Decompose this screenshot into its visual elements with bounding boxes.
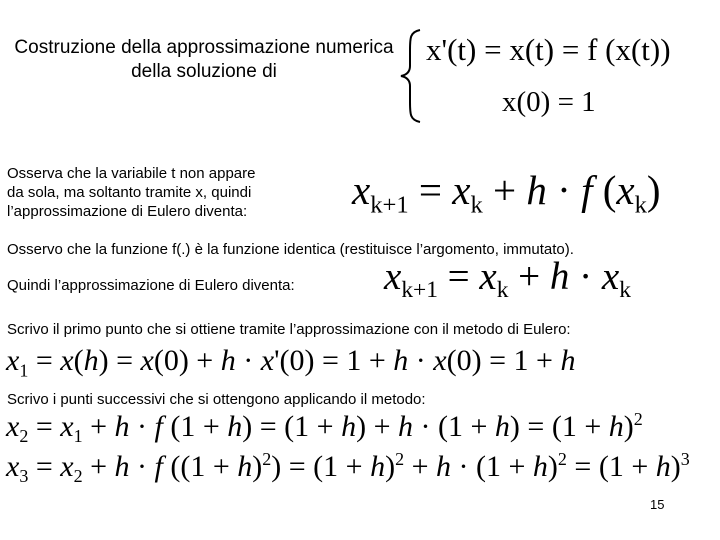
slide-title: Costruzione della approssimazione numerica della soluzione di	[14, 37, 394, 82]
euler-general-equation: $x_{k+1} = x_k + h \cdot f$ $(x_k)$	[352, 167, 661, 219]
paragraph-4: Scrivo il primo punto che si ottiene tramite l’approssimazione con il metodo di Eulero:	[7, 321, 571, 338]
system-equation-1	[426, 34, 671, 65]
system-brace	[398, 28, 424, 124]
second-point-equation: $x_2 = x_1 + h \cdot f$ $(1 + h) = (1 + h) + h \cdot (1 + h) = (1 + h)^2$	[6, 409, 643, 447]
system-line-1: x'(t) = x(t) = f (x(t))	[426, 32, 671, 67]
first-point-equation: $x_1 = x(h) = x(0) + h \cdot x'(0) = 1 + h \cdot x(0) = 1 + h$	[6, 344, 576, 381]
paragraph-1: Osserva che la variabile t non appare da sola, ma soltanto tramite x, quindi l’approssimazione di Eulero diventa:	[7, 165, 256, 220]
paragraph-5: Scrivo i punti successivi che si ottengono applicando il metodo:	[7, 391, 426, 408]
euler-identity-equation: $x_{k+1} = x_k + h \cdot x_k$	[384, 255, 631, 304]
system-line-2: x(0) = 1	[502, 86, 596, 118]
paragraph-2: Osservo che la funzione f(.) è la funzione identica (restituisce l’argomento, immutato).	[7, 241, 574, 258]
third-point-equation: $x_3 = x_2 + h \cdot f$ $((1 + h)^2) = (1 + h)^2 + h \cdot (1 + h)^2 = (1 + h)^3$	[6, 449, 690, 487]
system-equation-2	[502, 88, 596, 117]
paragraph-3: Quindi l’approssimazione di Eulero diventa:	[7, 277, 295, 294]
page-number: 15	[650, 497, 665, 512]
